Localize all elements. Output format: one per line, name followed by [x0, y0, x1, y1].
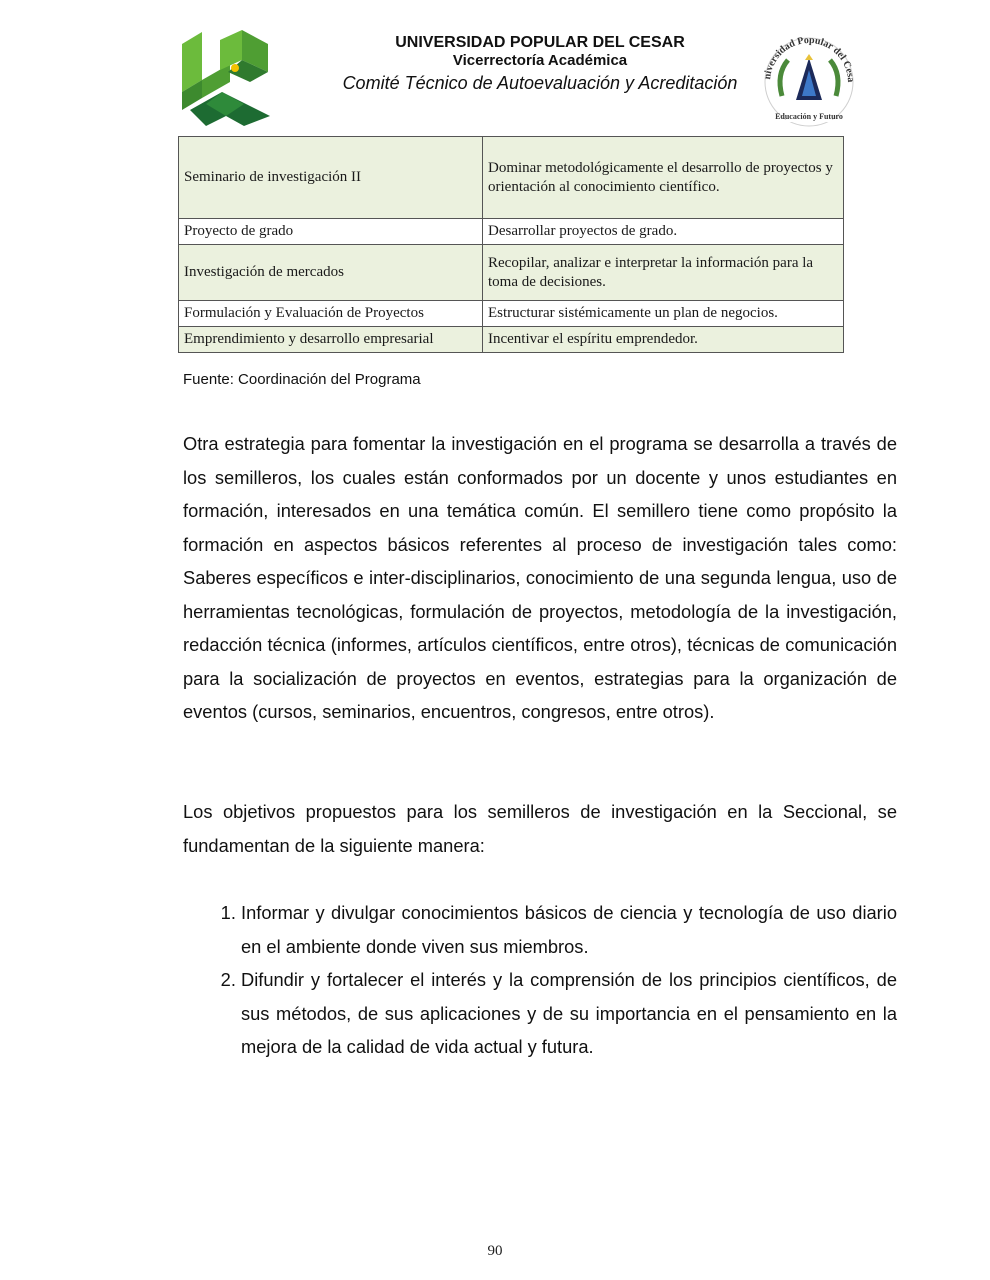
- objectives-list: [183, 896, 897, 1064]
- list-item: 2. Difundir y fortalecer el interés y la comprensión de los principios científicos, de sus métodos, de sus aplicaciones y de su importancia en el pensamiento en la mejora de la calidad de vida actual y futura.: [241, 963, 897, 1064]
- university-name: UNIVERSIDAD POPULAR DEL CESAR: [395, 34, 685, 51]
- list-item: 1. Informar y divulgar conocimientos básicos de ciencia y tecnología de uso diario en el ambiente donde viven sus miembros.: [241, 896, 897, 963]
- table-cell-objective: Estructurar sistémicamente un plan de negocios.: [483, 301, 844, 327]
- upc-logo: [180, 30, 272, 126]
- table-cell-objective: Desarrollar proyectos de grado.: [483, 219, 844, 245]
- table-source: Fuente: Coordinación del Programa: [183, 371, 421, 388]
- page-header: [0, 0, 990, 135]
- subjects-table: [178, 136, 844, 353]
- table-row: [179, 245, 844, 301]
- table-cell-objective: Recopilar, analizar e interpretar la información para la toma de decisiones.: [483, 245, 844, 301]
- vicerrectoria-name: Vicerrectoría Académica: [452, 52, 628, 69]
- table-cell-subject: Proyecto de grado: [179, 219, 483, 245]
- table-row: [179, 327, 844, 353]
- seal-arc-text: niversidad Popular del Cesa: [762, 34, 857, 83]
- table-row: [179, 137, 844, 219]
- table-row: [179, 219, 844, 245]
- table-cell-objective: Dominar metodológicamente el desarrollo de proyectos y orientación al conocimiento científico.: [483, 137, 844, 219]
- page-number: 90: [487, 1243, 503, 1259]
- table-cell-subject: Investigación de mercados: [179, 245, 483, 301]
- seal-motto: Educación y Futuro: [775, 112, 843, 121]
- paragraph-objectives-intro: Los objetivos propuestos para los semilleros de investigación en la Seccional, se fundamentan de la siguiente manera:: [183, 801, 897, 856]
- paragraph-semilleros: Otra estrategia para fomentar la investigación en el programa se desarrolla a través de los semilleros, los cuales están conformados por un docente y unos estudiantes en formación, interesados en una temática común. El semillero tiene como propósito la formación en aspectos básicos referentes al proceso de investigación tales como: Saberes específicos e inter-disciplinarios, conocimiento de una segunda lengua, uso de herramientas tecnológicas, formulación de proyectos, metodología de la investigación, redacción técnica (informes, artículos científicos, entre otros), técnicas de comunicación para la socialización de proyectos en eventos, estrategias para la organización de eventos (cursos, seminarios, encuentros, congresos, entre otros).: [183, 433, 897, 722]
- table-cell-subject: Formulación y Evaluación de Proyectos: [179, 301, 483, 327]
- table-cell-objective: Incentivar el espíritu emprendedor.: [483, 327, 844, 353]
- university-seal: [756, 30, 862, 134]
- header-titles: [300, 34, 780, 95]
- table-cell-subject: Emprendimiento y desarrollo empresarial: [179, 327, 483, 353]
- table-row: [179, 301, 844, 327]
- committee-name: Comité Técnico de Autoevaluación y Acreditación: [342, 73, 738, 93]
- table-cell-subject: Seminario de investigación II: [179, 137, 483, 219]
